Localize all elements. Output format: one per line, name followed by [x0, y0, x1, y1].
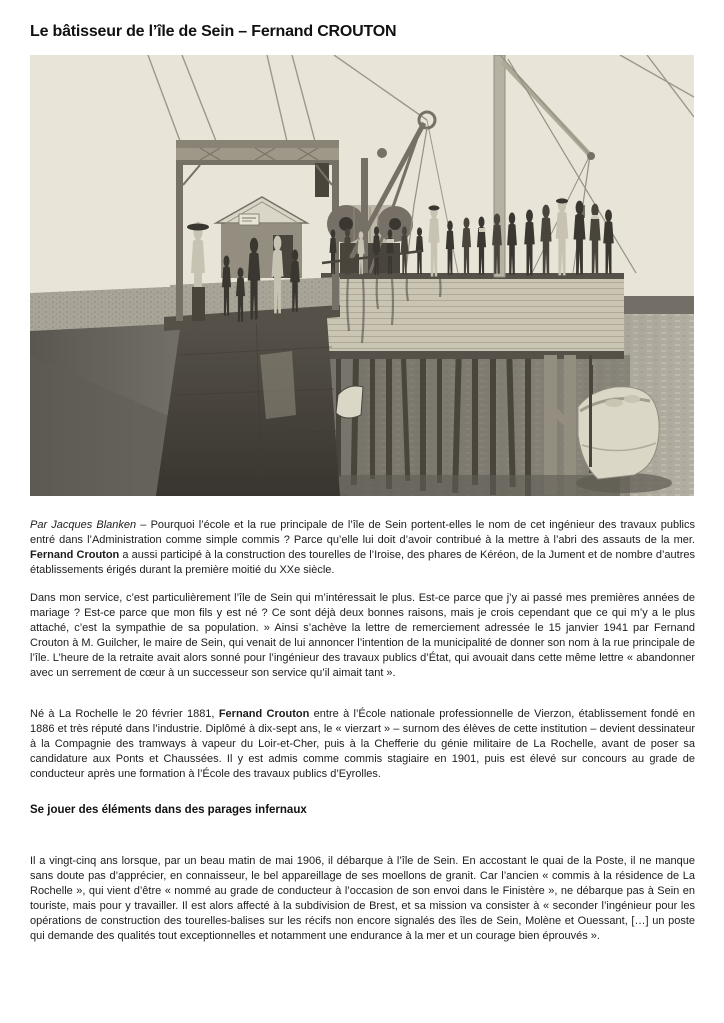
paragraph-arrival: Il a vingt-cinq ans lorsque, par un beau matin de mai 1906, il débarque à l’île de Sein. En accostant le quai de la Poste, il ne manque sans doute pas d’apprécier, en connaisseur, le bel appareillage de ses moellons de granit. Car l’ancien « commis à la résidence de La Rochelle », qui vient d’être « nommé au grade de conducteur à l’occasion de son envoi dans le Finistère », ne débarque pas à Sein en touriste, mais pour y travailler. Il est alors affecté à la subdivision de Brest, et sa mission va consister à « seconder l’ingénieur pour les opérations de construction des tourelles-balises sur les récifs non encore signalés des îles de Sein, Molène et Ouessant, […] un poste qui demande des qualités tout exceptionnelles et notamment une endurance à la mer et un courage bien éprouvés ». [30, 855, 695, 942]
paragraph-biography: Né à La Rochelle le 20 février 1881, Fernand Crouton entre à l’École nationale professionnelle de Vierzon, établissement fondé en 1886 et très réputé dans l’industrie. Diplômé à dix-sept ans, le « vierzart » – surnom des élèves de cette institution – devient dessinateur à la Compagnie des tramways à vapeur du Loir-et-Cher, puis à la Chefferie du génie militaire de La Rochelle, avant de poser sa candidature aux Ponts et Chaussées. Il y est admis comme commis stagiaire en 1901, puis est élevé sur concours au grade de conducteur après une formation à l’École des travaux publics d’Eyrolles. [30, 708, 695, 780]
paragraph-byline-intro: Par Jacques Blanken – Pourquoi l’école et la rue principale de l’île de Sein portent-elles le nom de cet ingénieur des travaux publics entré dans l’Administration comme simple commis ? Parce qu’elle lui doit d’avoir contribué à la mettre à l’abri des assauts de la mer. Fernand Crouton a aussi participé à la construction des tourelles de l’Iroise, des phares de Kéréon, de la Jument et de nombre d’autres établissements érigés durant la première moitié du XXe siècle. [30, 519, 696, 576]
pier-photo-canvas [30, 55, 694, 496]
article-title: Le bâtisseur de l’île de Sein – Fernand CROUTON [30, 23, 397, 40]
pier-photograph [30, 55, 694, 496]
paragraph-letter-quote: Dans mon service, c’est particulièrement l’île de Sein qui m’intéressait le plus. Est-ce parce que j’y ai passé mes premières années de mariage ? Est-ce parce que mon fils y est né ? Ce sont déjà deux bonnes raisons, mais je crois cependant que ce qui m’y a le plus attaché, c’est la sympathie de sa population. » Ainsi s’achève la lettre de remerciement adressée le 15 janvier 1941 par Fernand Crouton à M. Guilcher, le maire de Sein, qui venait de lui annoncer l’intention de la municipalité de donner son nom à la rue principale de l’île. L’heure de la retraite avait alors sonné pour l’ingénieur des travaux publics d’État, qui avouait dans cette même lettre « abandonner avec un serrement de cœur à un successeur son service qu’il aimait tant ». [30, 592, 695, 679]
sepia-overlay [30, 55, 694, 496]
section-heading: Se jouer des éléments dans des parages infernaux [30, 804, 307, 816]
